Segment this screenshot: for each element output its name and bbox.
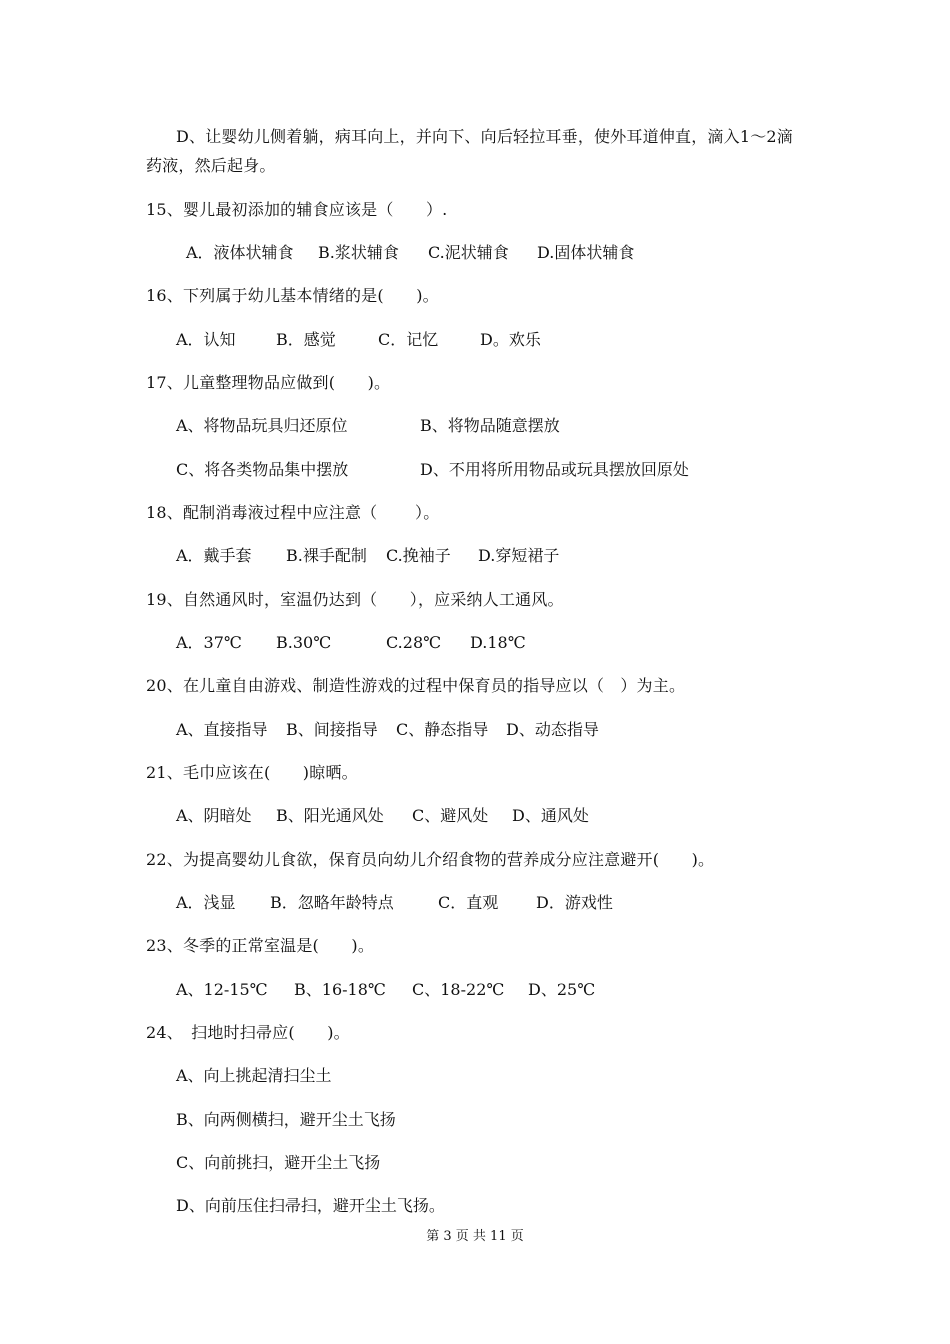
q21-question: 21、毛巾应该在( )晾晒。 bbox=[146, 763, 358, 782]
q17-option-c: C、将各类物品集中摆放 bbox=[176, 460, 349, 479]
q24-option-c: C、向前挑扫，避开尘土飞扬 bbox=[176, 1153, 381, 1172]
q24-question: 24、 扫地时扫帚应( )。 bbox=[146, 1023, 350, 1042]
q22-option-b: B．忽略年龄特点 bbox=[270, 893, 394, 912]
q24-option-d: D、向前压住扫帚扫，避开尘土飞扬。 bbox=[176, 1196, 445, 1215]
q22-option-a: A．浅显 bbox=[176, 893, 236, 912]
q20-option-d: D、动态指导 bbox=[506, 720, 599, 739]
q15-option-b: B.浆状辅食 bbox=[318, 243, 399, 262]
q20-option-c: C、静态指导 bbox=[396, 720, 489, 739]
q15-option-d: D.固体状辅食 bbox=[537, 243, 635, 262]
q19-question: 19、自然通风时，室温仍达到（ ），应采纳人工通风。 bbox=[146, 590, 564, 609]
q16-option-b: B．感觉 bbox=[276, 330, 336, 349]
q16-question: 16、下列属于幼儿基本情绪的是( )。 bbox=[146, 286, 439, 305]
q24-option-b: B、向两侧横扫，避开尘土飞扬 bbox=[176, 1110, 396, 1129]
q22-question: 22、为提高婴幼儿食欲，保育员向幼儿介绍食物的营养成分应注意避开( )。 bbox=[146, 850, 715, 869]
q16-option-a: A．认知 bbox=[176, 330, 236, 349]
q17-question: 17、儿童整理物品应做到( )。 bbox=[146, 373, 391, 392]
q17-option-a: A、将物品玩具归还原位 bbox=[176, 416, 348, 435]
q18-option-c: C.挽袖子 bbox=[386, 546, 451, 565]
q23-option-c: C、18-22℃ bbox=[412, 980, 505, 999]
q16-option-c: C．记忆 bbox=[378, 330, 439, 349]
q23-option-a: A、12-15℃ bbox=[176, 980, 268, 999]
q21-option-b: B、阳光通风处 bbox=[276, 806, 384, 825]
q22-option-c: C．直观 bbox=[438, 893, 499, 912]
q19-option-a: A．37℃ bbox=[176, 633, 242, 652]
q21-option-c: C、避风处 bbox=[412, 806, 489, 825]
q15-question: 15、婴儿最初添加的辅食应该是（ ）. bbox=[146, 200, 448, 219]
q18-question: 18、配制消毒液过程中应注意（ ）。 bbox=[146, 503, 440, 522]
q20-question: 20、在儿童自由游戏、制造性游戏的过程中保育员的指导应以（ ）为主。 bbox=[146, 676, 686, 695]
q19-option-d: D.18℃ bbox=[470, 633, 526, 652]
q20-option-a: A、直接指导 bbox=[176, 720, 268, 739]
q24-option-a: A、向上挑起清扫尘土 bbox=[176, 1066, 332, 1085]
q15-option-c: C.泥状辅食 bbox=[428, 243, 509, 262]
q19-option-b: B.30℃ bbox=[276, 633, 332, 652]
q18-option-b: B.裸手配制 bbox=[286, 546, 367, 565]
q15-option-a: A．液体状辅食 bbox=[186, 243, 294, 262]
q17-option-d: D、不用将所用物品或玩具摆放回原处 bbox=[420, 460, 689, 479]
q19-option-c: C.28℃ bbox=[386, 633, 442, 652]
q23-option-b: B、16-18℃ bbox=[294, 980, 386, 999]
q23-option-d: D、25℃ bbox=[528, 980, 596, 999]
q20-option-b: B、间接指导 bbox=[286, 720, 378, 739]
q14-option-d-line2: 药液，然后起身。 bbox=[146, 156, 276, 175]
q17-option-b: B、将物品随意摆放 bbox=[420, 416, 560, 435]
q18-option-d: D.穿短裙子 bbox=[478, 546, 560, 565]
q16-option-d: D。欢乐 bbox=[480, 330, 541, 349]
q22-option-d: D．游戏性 bbox=[536, 893, 613, 912]
q21-option-a: A、阴暗处 bbox=[176, 806, 252, 825]
q21-option-d: D、通风处 bbox=[512, 806, 589, 825]
q18-option-a: A．戴手套 bbox=[176, 546, 252, 565]
q14-option-d-line1: D、让婴幼儿侧着躺，病耳向上，并向下、向后轻拉耳垂，使外耳道伸直，滴入1～2滴 bbox=[176, 127, 793, 146]
q23-question: 23、冬季的正常室温是( )。 bbox=[146, 936, 375, 955]
page-footer: 第 3 页 共 11 页 bbox=[426, 1229, 524, 1244]
